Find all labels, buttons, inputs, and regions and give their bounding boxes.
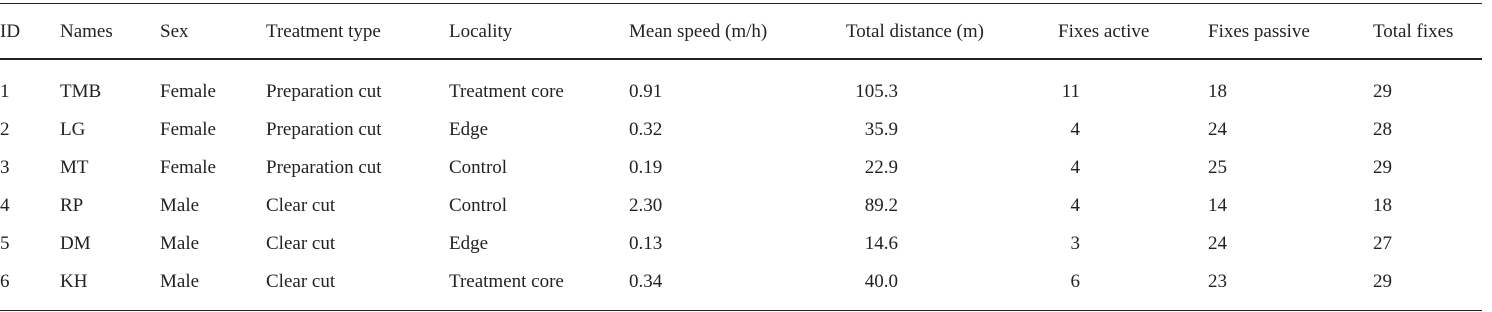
table-row bbox=[0, 81, 1482, 103]
cell-id: 6 bbox=[0, 271, 10, 292]
cell-fixes-passive: 24 bbox=[1208, 119, 1227, 140]
cell-id: 4 bbox=[0, 195, 10, 216]
cell-total-distance: 35.9 bbox=[864, 119, 898, 140]
cell-treatment-type: Clear cut bbox=[266, 195, 336, 216]
cell-mean-speed: 0.91 bbox=[629, 81, 663, 102]
cell-sex: Female bbox=[160, 157, 216, 178]
header-fixes-passive: Fixes passive bbox=[1208, 21, 1310, 42]
cell-mean-speed: 0.19 bbox=[629, 157, 663, 178]
cell-fixes-active: 11 bbox=[1061, 81, 1080, 102]
cell-total-distance: 40.0 bbox=[864, 271, 898, 292]
cell-id: 1 bbox=[0, 81, 10, 102]
cell-fixes-passive: 23 bbox=[1208, 271, 1227, 292]
cell-fixes-active: 4 bbox=[1070, 195, 1080, 216]
cell-locality: Edge bbox=[449, 233, 489, 254]
cell-total-distance: 89.2 bbox=[864, 195, 898, 216]
cell-mean-speed: 0.32 bbox=[629, 119, 663, 140]
cell-total-fixes: 28 bbox=[1373, 119, 1392, 140]
header-total-distance: Total distance (m) bbox=[846, 21, 984, 42]
table-row bbox=[0, 157, 1482, 179]
cell-locality: Edge bbox=[449, 119, 489, 140]
cell-treatment-type: Preparation cut bbox=[266, 119, 382, 140]
cell-total-fixes: 29 bbox=[1373, 157, 1392, 178]
header-names: Names bbox=[60, 21, 113, 42]
cell-sex: Male bbox=[160, 233, 200, 254]
cell-names: DM bbox=[60, 233, 91, 254]
cell-id: 5 bbox=[0, 233, 10, 254]
cell-sex: Male bbox=[160, 195, 200, 216]
cell-fixes-active: 3 bbox=[1070, 233, 1080, 254]
cell-total-fixes: 29 bbox=[1373, 271, 1392, 292]
cell-treatment-type: Preparation cut bbox=[266, 81, 382, 102]
cell-sex: Male bbox=[160, 271, 200, 292]
cell-sex: Female bbox=[160, 81, 216, 102]
cell-names: LG bbox=[60, 119, 86, 140]
cell-locality: Treatment core bbox=[449, 271, 564, 292]
cell-names: KH bbox=[60, 271, 88, 292]
header-id: ID bbox=[0, 21, 21, 42]
cell-mean-speed: 0.34 bbox=[629, 271, 663, 292]
table-row bbox=[0, 119, 1482, 141]
table-bottom-rule bbox=[0, 310, 1482, 311]
cell-total-distance: 14.6 bbox=[864, 233, 898, 254]
cell-fixes-passive: 18 bbox=[1208, 81, 1227, 102]
table-row bbox=[0, 271, 1482, 293]
cell-total-distance: 22.9 bbox=[864, 157, 898, 178]
header-sex: Sex bbox=[160, 21, 189, 42]
cell-fixes-active: 4 bbox=[1070, 157, 1080, 178]
cell-locality: Control bbox=[449, 195, 508, 216]
cell-fixes-passive: 24 bbox=[1208, 233, 1227, 254]
cell-treatment-type: Clear cut bbox=[266, 233, 336, 254]
header-locality: Locality bbox=[449, 21, 513, 42]
cell-total-fixes: 18 bbox=[1373, 195, 1392, 216]
header-total-fixes: Total fixes bbox=[1373, 21, 1454, 42]
table-header-rule bbox=[0, 58, 1482, 60]
header-fixes-active: Fixes active bbox=[1058, 21, 1150, 42]
cell-fixes-passive: 25 bbox=[1208, 157, 1227, 178]
cell-locality: Treatment core bbox=[449, 81, 564, 102]
table-row bbox=[0, 233, 1482, 255]
cell-sex: Female bbox=[160, 119, 216, 140]
cell-names: MT bbox=[60, 157, 89, 178]
cell-names: RP bbox=[60, 195, 84, 216]
cell-fixes-active: 4 bbox=[1070, 119, 1080, 140]
cell-fixes-active: 6 bbox=[1070, 271, 1080, 292]
cell-total-fixes: 29 bbox=[1373, 81, 1392, 102]
cell-total-distance: 105.3 bbox=[855, 81, 898, 102]
cell-mean-speed: 0.13 bbox=[629, 233, 663, 254]
cell-fixes-passive: 14 bbox=[1208, 195, 1227, 216]
cell-names: TMB bbox=[60, 81, 102, 102]
table-row bbox=[0, 195, 1482, 217]
cell-id: 2 bbox=[0, 119, 10, 140]
header-treatment-type: Treatment type bbox=[266, 21, 381, 42]
cell-treatment-type: Clear cut bbox=[266, 271, 336, 292]
cell-locality: Control bbox=[449, 157, 508, 178]
cell-total-fixes: 27 bbox=[1373, 233, 1392, 254]
cell-id: 3 bbox=[0, 157, 10, 178]
header-mean-speed: Mean speed (m/h) bbox=[629, 21, 768, 42]
cell-mean-speed: 2.30 bbox=[629, 195, 663, 216]
cell-treatment-type: Preparation cut bbox=[266, 157, 382, 178]
table-top-rule bbox=[0, 3, 1482, 4]
